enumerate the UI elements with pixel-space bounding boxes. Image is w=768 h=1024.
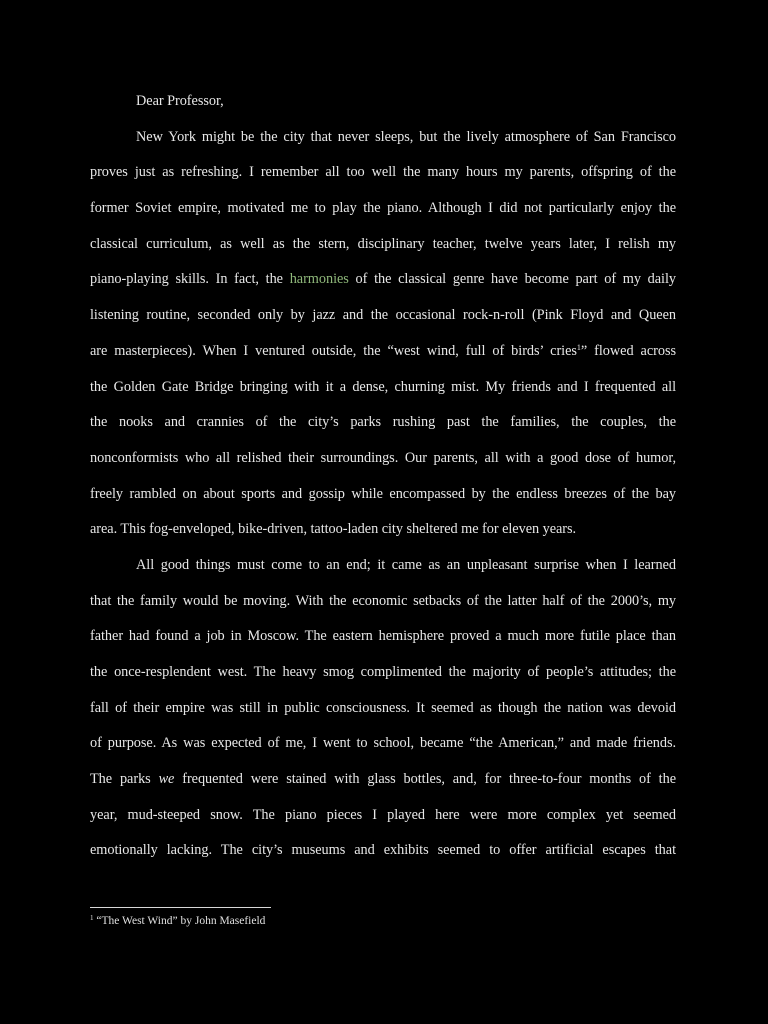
salutation: Dear Professor, xyxy=(136,93,224,109)
paragraph-line: fall of their empire was still in public consciousness. It seemed as though the nation was devoid xyxy=(90,699,676,716)
paragraph-line xyxy=(90,262,676,298)
paragraph-line: listening routine, seconded only by jazz and the occasional rock-n-roll (Pink Floyd and Queen xyxy=(90,307,676,324)
paragraph-1 xyxy=(90,120,676,548)
footnote xyxy=(90,913,265,929)
paragraph-line: nonconformists who all relished their surroundings. Our parents, all with a good dose of humor, xyxy=(90,449,676,466)
paragraph-line: of purpose. As was expected of me, I went to school, became “the American,” and made friends. xyxy=(90,735,676,752)
paragraph-line xyxy=(90,762,676,798)
paragraph-line: the Golden Gate Bridge bringing with it a dense, churning mist. My friends and I frequented all xyxy=(90,378,676,395)
text-segment: are masterpieces). When I ventured outside, the “west wind, full of birds’ cries xyxy=(90,342,577,359)
paragraph-line xyxy=(90,334,676,370)
highlighted-word-harmonies[interactable]: harmonies xyxy=(289,271,349,288)
emphasized-word: we xyxy=(158,771,175,788)
paragraph-line: former Soviet empire, motivated me to play the piano. Although I did not particularly enjoy the xyxy=(90,200,676,217)
paragraph-line: All good things must come to an end; it came as an unpleasant surprise when I learned xyxy=(136,556,676,573)
paragraph-line: freely rambled on about sports and gossip while encompassed by the endless breezes of the bay xyxy=(90,485,676,502)
text-segment: ” flowed across xyxy=(580,342,676,359)
paragraph-line: classical curriculum, as well as the stern, disciplinary teacher, twelve years later, I relish my xyxy=(90,235,676,252)
footnote-text: “The West Wind” by John Masefield xyxy=(93,915,266,927)
text-segment: The parks xyxy=(90,771,159,788)
paragraph-line: the nooks and crannies of the city’s parks rushing past the families, the couples, the xyxy=(90,414,676,431)
paragraph-line: year, mud-steeped snow. The piano pieces I played here were more complex yet seemed xyxy=(90,806,676,823)
paragraph-line: area. This fog-enveloped, bike-driven, tattoo-laden city sheltered me for eleven years. xyxy=(90,521,577,538)
footnote-divider xyxy=(90,907,271,908)
footnote-reference[interactable]: 1 xyxy=(576,342,581,352)
paragraph-2 xyxy=(90,548,676,869)
paragraph-line: that the family would be moving. With the economic setbacks of the latter half of the 2000’s, my xyxy=(90,592,676,609)
paragraph-line: proves just as refreshing. I remember all too well the many hours my parents, offspring of the xyxy=(90,164,676,181)
paragraph-line: father had found a job in Moscow. The eastern hemisphere proved a much more futile place than xyxy=(90,628,676,645)
letter-body xyxy=(90,84,676,869)
footnote-number: 1 xyxy=(90,914,94,922)
text-segment: frequented were stained with glass bottles, and, for three-to-four months of the xyxy=(174,771,676,788)
paragraph-line: emotionally lacking. The city’s museums and exhibits seemed to offer artificial escapes that xyxy=(90,842,676,859)
text-segment: piano-playing skills. In fact, the xyxy=(90,271,290,288)
paragraph-line: New York might be the city that never sleeps, but the lively atmosphere of San Francisco xyxy=(136,128,676,145)
paragraph-line: the once-resplendent west. The heavy smog complimented the majority of people’s attitudes; the xyxy=(90,664,676,680)
text-segment: of the classical genre have become part of my daily xyxy=(348,271,676,288)
